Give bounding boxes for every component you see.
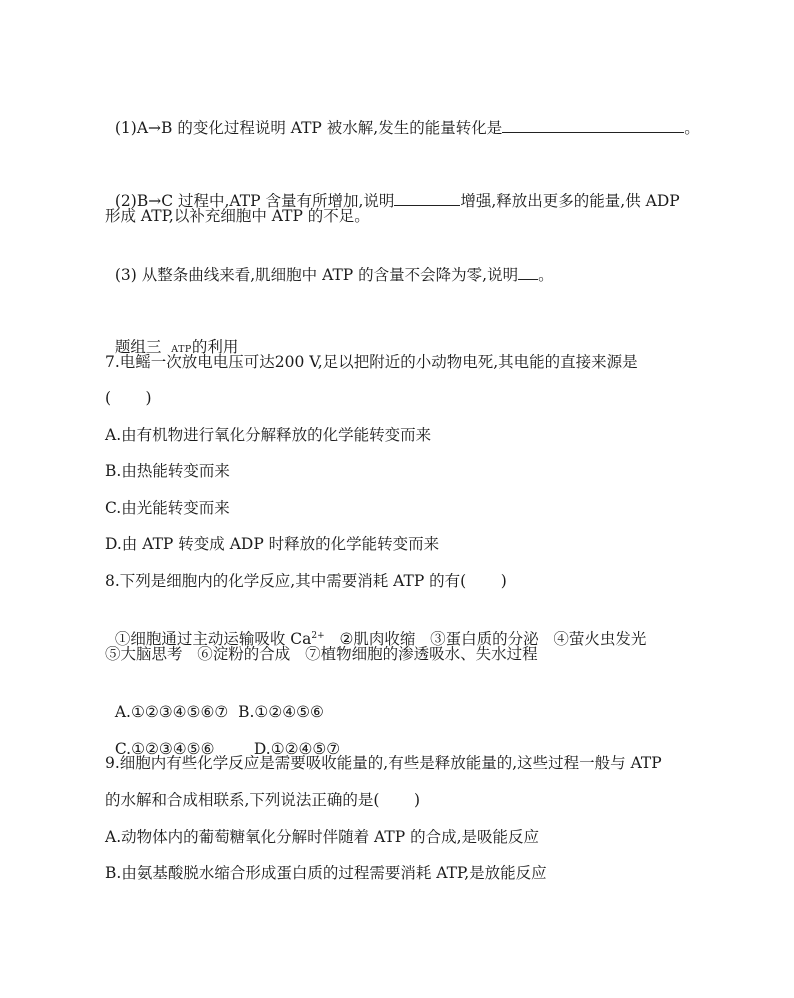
q8-stem: 8.下列是细胞内的化学反应,其中需要消耗 ATP 的有( ): [105, 572, 507, 590]
q7-stem: 7.电鳐一次放电电压可达200 V,足以把附近的小动物电死,其电能的直接来源是: [105, 353, 638, 371]
q9-option-b: B.由氨基酸脱水缩合形成蛋白质的过程需要消耗 ATP,是放能反应: [105, 864, 547, 882]
q8-option-d: D.①②④⑤⑦: [253, 740, 341, 758]
section-heading-suffix: 的利用: [191, 338, 239, 356]
q6-part2-text: (2)B→C 过程中,ATP 含量有所增加,说明: [114, 192, 395, 210]
q6-part1: [105, 95, 700, 139]
q9-option-a: A.动物体内的葡萄糖氧化分解时伴随着 ATP 的合成,是吸能反应: [105, 828, 540, 846]
q7-option-b: B.由热能转变而来: [105, 462, 230, 480]
q9-stem-line1: 9.细胞内有些化学反应是需要吸收能量的,有些是释放能量的,这些过程一般与 ATP: [105, 754, 662, 772]
q8-item-1-sup: 2+: [311, 630, 325, 641]
section-heading-atp: ATP: [171, 344, 192, 355]
q8-option-a: A.①②③④⑤⑥⑦: [114, 703, 229, 721]
q7-option-a: A.由有机物进行氧化分解释放的化学能转变而来: [105, 426, 432, 444]
q7-option-c: C.由光能转变而来: [105, 499, 230, 517]
q6-part1-text: (1)A→B 的变化过程说明 ATP 被水解,发生的能量转化是: [114, 119, 503, 137]
q7-option-d: D.由 ATP 转变成 ADP 时释放的化学能转变而来: [105, 535, 440, 553]
q8-item-1: ①细胞通过主动运输吸收 Ca: [114, 630, 312, 648]
q9-stem-line2: 的水解和合成相联系,下列说法正确的是( ): [105, 791, 421, 809]
q8-option-b: B.①②④⑤⑥: [238, 703, 324, 721]
q8-items-line2: ⑤大脑思考 ⑥淀粉的合成 ⑦植物细胞的渗透吸水、失水过程: [105, 645, 538, 663]
q8-option-c: C.①②③④⑤⑥: [114, 740, 215, 758]
section-heading-prefix: 题组三: [114, 338, 162, 356]
q7-answer-paren: ( ): [105, 389, 152, 407]
q6-part3-end: 。: [538, 266, 554, 284]
answer-blank[interactable]: [502, 118, 684, 133]
answer-blank[interactable]: [518, 265, 538, 280]
answer-blank[interactable]: [394, 191, 460, 206]
q6-part3-text: (3) 从整条曲线来看,肌细胞中 ATP 的含量不会降为零,说明: [114, 266, 519, 284]
q6-part1-end: 。: [684, 119, 700, 137]
q6-part3: [105, 242, 554, 286]
q6-part2-after: 增强,释放出更多的能量,供 ADP: [460, 192, 680, 210]
q6-part2-line2: 形成 ATP,以补充细胞中 ATP 的不足。: [105, 207, 370, 225]
q8-items-rest: ②肌肉收缩 ③蛋白质的分泌 ④萤火虫发光: [324, 630, 647, 648]
